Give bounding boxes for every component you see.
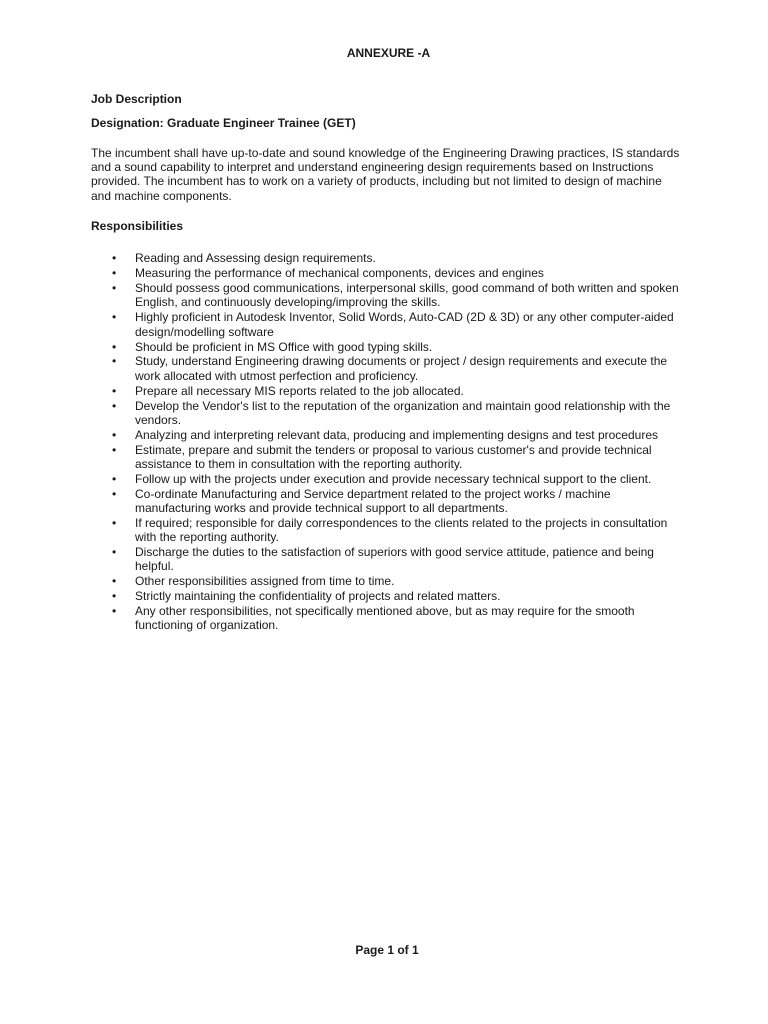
list-item bbox=[91, 251, 680, 265]
job-description-heading: Job Description bbox=[91, 92, 182, 107]
responsibilities-heading: Responsibilities bbox=[91, 219, 184, 234]
list-item bbox=[91, 516, 680, 545]
bullet-icon: • bbox=[112, 383, 117, 398]
list-item-text: Co-ordinate Manufacturing and Service department related to the project works / machine manufacturing works and provide technical support to all departments. bbox=[135, 486, 611, 515]
page-number-footer: Page 1 of 1 bbox=[355, 943, 419, 957]
list-item bbox=[91, 574, 680, 588]
list-item-text: Any other responsibilities, not specifically mentioned above, but as may require for the smooth functioning of organization. bbox=[135, 604, 635, 633]
bullet-icon: • bbox=[112, 339, 117, 354]
list-item-text: Follow up with the projects under execution and provide necessary technical support to the client. bbox=[135, 471, 652, 486]
list-item bbox=[91, 472, 680, 486]
list-item-text: Estimate, prepare and submit the tenders or proposal to various customer's and provide technical assistance to them in consultation with the reporting authority. bbox=[135, 442, 652, 471]
list-item-text: Develop the Vendor's list to the reputation of the organization and maintain good relationship with the vendors. bbox=[135, 398, 671, 427]
bullet-icon: • bbox=[112, 427, 117, 442]
list-item bbox=[91, 281, 680, 310]
list-item-text: Other responsibilities assigned from time to time. bbox=[135, 574, 395, 589]
list-item-text: Should be proficient in MS Office with good typing skills. bbox=[135, 339, 433, 354]
list-item-text: Study, understand Engineering drawing documents or project / design requirements and execute the work allocated with utmost perfection and proficiency. bbox=[135, 354, 668, 383]
list-item-text: Prepare all necessary MIS reports related to the job allocated. bbox=[135, 383, 464, 398]
responsibilities-list bbox=[91, 251, 680, 632]
bullet-icon: • bbox=[112, 574, 117, 589]
list-item bbox=[91, 384, 680, 398]
list-item bbox=[91, 310, 680, 339]
list-item bbox=[91, 340, 680, 354]
bullet-icon: • bbox=[112, 281, 117, 296]
bullet-icon: • bbox=[112, 515, 117, 530]
list-item-text: Discharge the duties to the satisfaction of superiors with good service attitude, patience and being helpful. bbox=[135, 545, 654, 574]
bullet-icon: • bbox=[112, 604, 117, 618]
bullet-icon: • bbox=[112, 471, 117, 486]
list-item-text: Strictly maintaining the confidentiality of projects and related matters. bbox=[135, 589, 501, 604]
intro-paragraph: The incumbent shall have up-to-date and sound knowledge of the Engineering Drawing practices, IS standards and a sound capability to interpret and understand engineering design requirements based on Instructions provided. The incumbent has to work on a variety of products, including but not limited to design of machine and machine components. bbox=[91, 145, 680, 203]
bullet-icon: • bbox=[112, 486, 117, 501]
bullet-icon: • bbox=[112, 545, 117, 560]
bullet-icon: • bbox=[112, 354, 117, 369]
list-item bbox=[91, 487, 680, 516]
list-item-text: Measuring the performance of mechanical components, devices and engines bbox=[135, 266, 544, 281]
list-item bbox=[91, 266, 680, 280]
list-item-text: Highly proficient in Autodesk Inventor, Solid Words, Auto-CAD (2D & 3D) or any other computer-aided design/modelling software bbox=[135, 310, 674, 339]
bullet-icon: • bbox=[112, 310, 117, 325]
list-item bbox=[91, 428, 680, 442]
list-item-text: Reading and Assessing design requirements. bbox=[135, 251, 376, 266]
designation-heading: Designation: Graduate Engineer Trainee (GET) bbox=[91, 115, 356, 130]
bullet-icon: • bbox=[112, 589, 117, 604]
list-item bbox=[91, 604, 680, 633]
list-item bbox=[91, 545, 680, 574]
list-item bbox=[91, 443, 680, 472]
annexure-title: ANNEXURE -A bbox=[346, 46, 431, 60]
list-item-text: Analyzing and interpreting relevant data, producing and implementing designs and test procedures bbox=[135, 427, 658, 442]
list-item bbox=[91, 354, 680, 383]
bullet-icon: • bbox=[112, 251, 117, 266]
list-item bbox=[91, 589, 680, 603]
list-item-text: If required; responsible for daily correspondences to the clients related to the projects in consultation with the reporting authority. bbox=[135, 515, 668, 545]
bullet-icon: • bbox=[112, 442, 117, 457]
list-item-text: Should possess good communications, interpersonal skills, good command of both written and spoken English, and continuously developing/improving the skills. bbox=[135, 281, 679, 310]
bullet-icon: • bbox=[112, 266, 117, 281]
list-item bbox=[91, 399, 680, 428]
bullet-icon: • bbox=[112, 398, 117, 413]
